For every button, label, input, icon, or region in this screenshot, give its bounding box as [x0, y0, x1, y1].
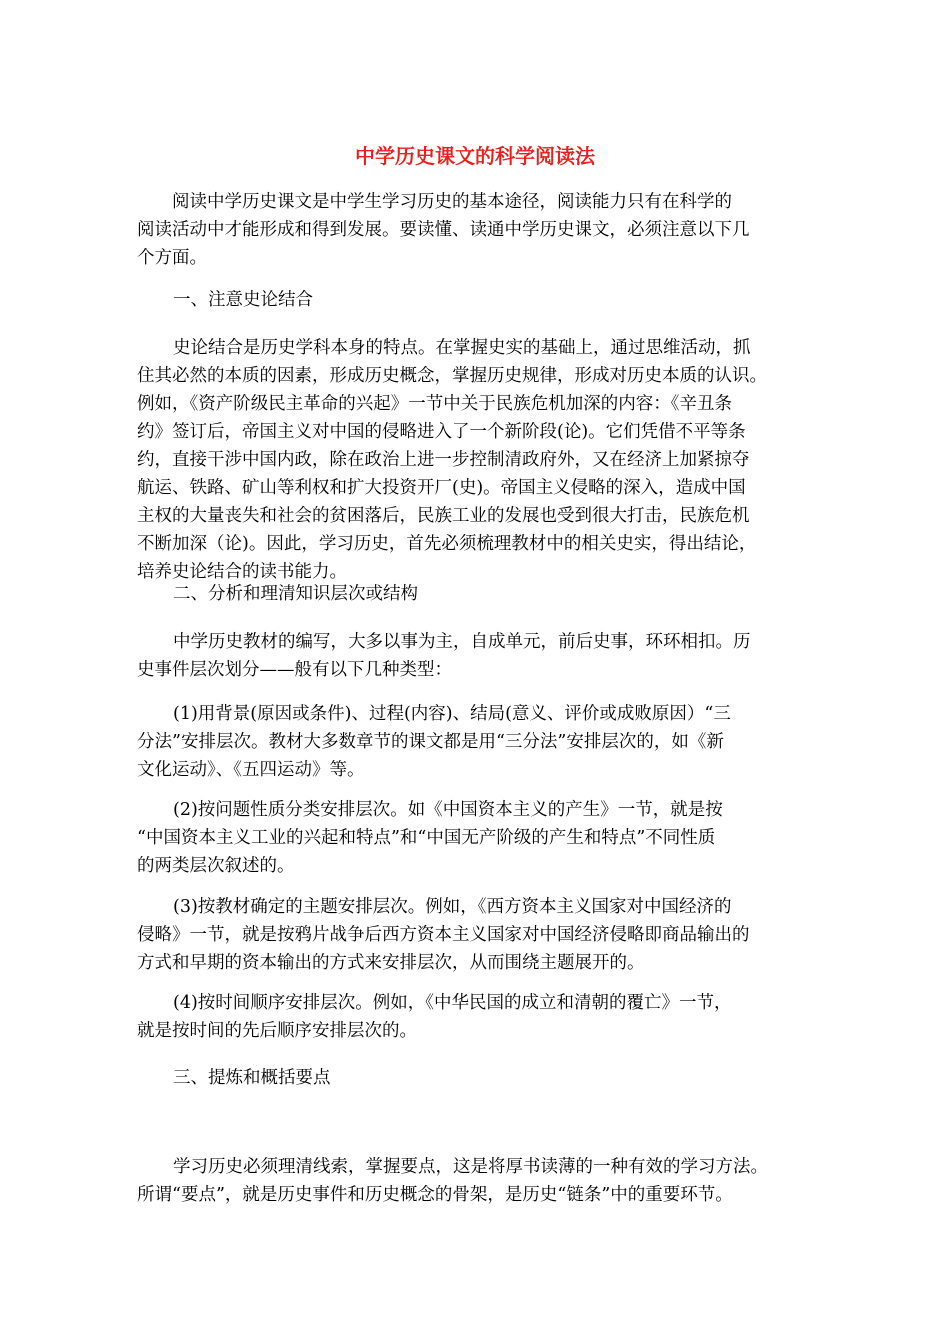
- text-line: 侵略》一节，就是按鸦片战争后西方资本主义国家对中国经济侵略即商品输出的: [137, 925, 750, 945]
- section2-paragraph: [137, 628, 825, 684]
- text-line: 阅读活动中才能形成和得到发展。要读懂、读通中学历史课文，必须注意以下几: [137, 220, 750, 240]
- text-line: 中学历史教材的编写，大多以事为主，自成单元，前后史事，环环相扣。历: [173, 632, 751, 652]
- section-heading-3: 三、提炼和概括要点: [173, 1068, 331, 1088]
- intro-paragraph: [137, 188, 825, 272]
- text-line: 的两类层次叙述的。: [137, 856, 295, 876]
- section3-paragraph: [137, 1153, 825, 1209]
- text-line: 不断加深（论)。因此，学习历史，首先必须梳理教材中的相关史实，得出结论，: [137, 534, 757, 554]
- text-line: 航运、铁路、矿山等利权和扩大投资开厂(史)。帝国主义侵略的深入，造成中国: [137, 478, 746, 498]
- document-title: 中学历史课文的科学阅读法: [355, 144, 595, 168]
- text-line: 文化运动》、《五四运动》等。: [137, 760, 365, 780]
- list-item-3: [137, 893, 825, 977]
- text-line: (3)按教材确定的主题安排层次。例如，《西方资本主义国家对中国经济的: [173, 897, 732, 917]
- list-item-1: [137, 700, 825, 784]
- section1-paragraph: [137, 334, 825, 586]
- section-heading-1: 一、注意史论结合: [173, 290, 313, 310]
- text-line: (2)按问题性质分类安排层次。如《中国资本主义的产生》一节，就是按: [173, 800, 723, 820]
- text-line: 约，直接干涉中国内政，除在政治上进一步控制清政府外，又在经济上加紧掠夺: [137, 450, 750, 470]
- text-line: 主权的大量丧失和社会的贫困落后，民族工业的发展也受到很大打击，民族危机: [137, 506, 750, 526]
- text-line: 史事件层次划分——般有以下几种类型：: [137, 660, 452, 680]
- text-line: 培养史论结合的读书能力。: [137, 562, 347, 582]
- text-line: 分法”安排层次。教材大多数章节的课文都是用“三分法”安排层次的，如《新: [137, 732, 724, 752]
- text-line: 住其必然的本质的因素，形成历史概念，掌握历史规律，形成对历史本质的认识。: [137, 366, 767, 386]
- text-line: 史论结合是历史学科本身的特点。在掌握史实的基础上，通过思维活动，抓: [173, 338, 751, 358]
- list-item-4: [137, 989, 825, 1045]
- text-line: 例如，《资产阶级民主革命的兴起》一节中关于民族危机加深的内容：《辛丑条: [137, 394, 732, 414]
- text-line: 个方面。: [137, 248, 207, 268]
- text-line: 学习历史必须理清线索，掌握要点，这是将厚书读薄的一种有效的学习方法。: [173, 1157, 768, 1177]
- section-heading-2: 二、分析和理清知识层次或结构: [173, 584, 418, 604]
- text-line: 方式和早期的资本输出的方式来安排层次，从而围绕主题展开的。: [137, 953, 645, 973]
- text-line: 所谓“要点”，就是历史事件和历史概念的骨架，是历史“链条”中的重要环节。: [137, 1185, 733, 1205]
- list-item-2: [137, 796, 825, 880]
- text-line: (4)按时间顺序安排层次。例如，《中华民国的成立和清朝的覆亡》一节，: [173, 993, 732, 1013]
- text-line: “中国资本主义工业的兴起和特点”和“中国无产阶级的产生和特点”不同性质: [137, 828, 716, 848]
- text-line: 约》签订后，帝国主义对中国的侵略进入了一个新阶段(论)。它们凭借不平等条: [137, 422, 746, 442]
- text-line: (1)用背景(原因或条件)、过程(内容)、结局(意义、评价或成败原因）“三: [173, 704, 731, 724]
- text-line: 阅读中学历史课文是中学生学习历史的基本途径，阅读能力只有在科学的: [137, 192, 732, 212]
- text-line: 就是按时间的先后顺序安排层次的。: [137, 1021, 417, 1041]
